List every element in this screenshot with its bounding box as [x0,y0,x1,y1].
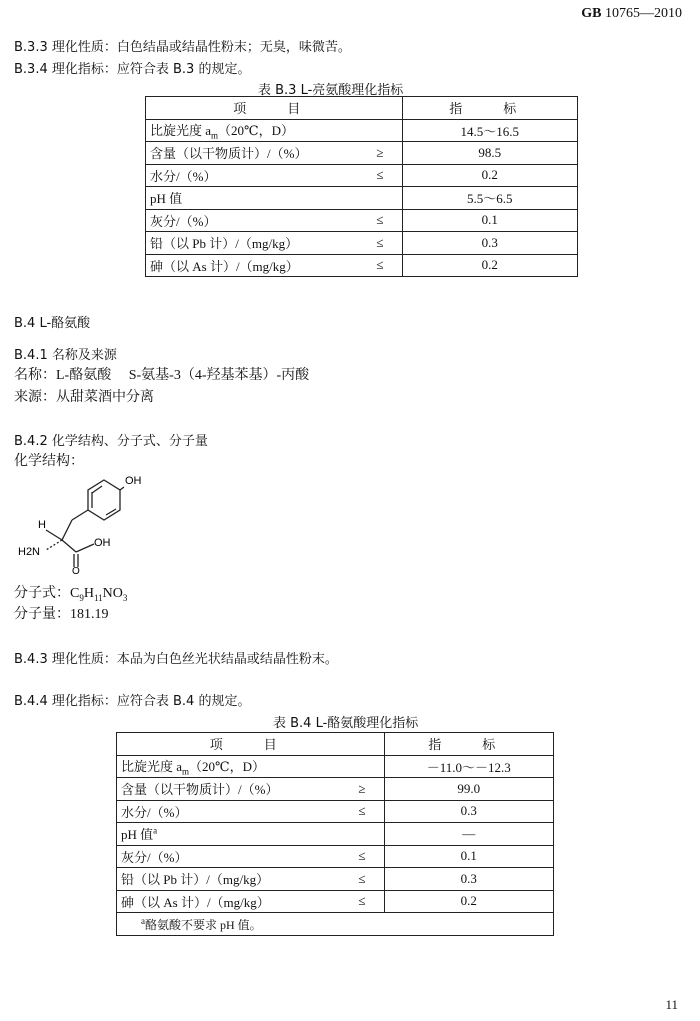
acid-oh-label: OH [94,537,111,549]
oh-top-label: OH [125,475,142,487]
table-row [117,823,554,846]
table-row [146,164,578,187]
table-header-row [117,733,554,756]
table-row [146,232,578,255]
row-name: pH 值 [146,187,357,210]
table-row [117,755,554,778]
table-footnote: $^a$酪氨酸不要求 pH 值。 [117,913,554,936]
row-name: 水分/（%） [146,164,357,187]
standard-prefix: GB [581,6,602,21]
carbonyl-o-label: O [72,566,80,574]
source-line: 来源：从甜菜酒中分离 [14,390,154,405]
row-value: 0.2 [384,890,554,913]
row-value: 0.3 [402,232,577,255]
row-value: 0.2 [402,164,577,187]
table-row [146,119,578,142]
tyrosine-structure-diagram [14,470,144,574]
row-value: 14.5～16.5 [402,119,577,142]
benzene-ring [88,480,120,520]
row-name: 灰分/（%） [117,845,333,868]
row-value: 0.1 [402,209,577,232]
row-name: 比旋光度 $a_m(20℃$，D） [146,119,357,142]
row-operator: ≤ [356,254,402,277]
row-name: 含量（以干物质计）/（%） [117,778,333,801]
row-operator: ≤ [356,209,402,232]
row-value: 5.5～6.5 [402,187,577,210]
row-name: 比旋光度 $a_m(20℃$，D） [117,755,333,778]
table-header-row [146,97,578,120]
section-b41: B.4.1 名称及来源 [14,348,117,363]
section-b44: B.4.4 理化指标：应符合表 B.4 的规定。 [14,694,251,709]
table-row [117,845,554,868]
row-value: 98.5 [402,142,577,165]
row-name: 灰分/（%） [146,209,357,232]
table-row [117,800,554,823]
standard-number: 10765—2010 [605,6,682,21]
row-value: 0.1 [384,845,554,868]
row-operator: ≤ [332,868,384,891]
row-operator [356,187,402,210]
row-operator: ≤ [332,800,384,823]
table-row [146,254,578,277]
table-b4 [116,732,554,936]
table-b3 [145,96,578,277]
row-operator: ≤ [332,845,384,868]
row-operator: ≤ [356,164,402,187]
row-value: 0.2 [402,254,577,277]
column-header-item: 项 目 [117,733,385,756]
table-row [117,778,554,801]
name-line: 名称：L-酪氨酸 S-氨基-3（4-羟基苯基）-丙酸 [14,368,310,383]
structure-label: 化学结构： [14,454,84,469]
nh2-label: H2N [18,546,41,558]
table-b3-caption: 表 B.3 L-亮氨酸理化指标 [258,83,404,98]
row-operator: ≤ [356,232,402,255]
row-operator: ≤ [332,890,384,913]
section-b34: B.3.4 理化指标：应符合表 B.3 的规定。 [14,62,251,77]
row-name: 水分/（%） [117,800,333,823]
molecular-weight-line: 分子量：181.19 [14,607,109,622]
column-header-item: 项 目 [146,97,403,120]
row-name: pH 值$^a$ [117,823,333,846]
column-header-value: 指 标 [384,733,554,756]
row-operator: ≥ [356,142,402,165]
section-b33: B.3.3 理化性质：白色结晶或结晶性粉末；无臭，味微苦。 [14,40,351,55]
table-row [117,890,554,913]
row-value: — [384,823,554,846]
table-b4-caption: 表 B.4 L-酪氨酸理化指标 [273,716,419,731]
row-name: 砷（以 As 计）/（mg/kg） [146,254,357,277]
table-row [146,187,578,210]
section-b42: B.4.2 化学结构、分子式、分子量 [14,434,208,449]
table-row [117,868,554,891]
section-b43: B.4.3 理化性质：本品为白色丝光状结晶或结晶性粉末。 [14,652,338,667]
table-note-row [117,913,554,936]
row-value: 0.3 [384,800,554,823]
row-operator [332,755,384,778]
row-operator: ≥ [332,778,384,801]
page-number: 11 [665,997,678,1012]
row-value: 99.0 [384,778,554,801]
row-value: 0.3 [384,868,554,891]
row-value: －11.0～－12.3 [384,755,554,778]
formula-line: 分子式：$C_9H_{11}NO_3$ [14,586,128,603]
row-name: 铅（以 Pb 计）/（mg/kg） [117,868,333,891]
table-row [146,209,578,232]
row-name: 含量（以干物质计）/（%） [146,142,357,165]
row-name: 铅（以 Pb 计）/（mg/kg） [146,232,357,255]
row-operator [356,119,402,142]
table-row [146,142,578,165]
row-operator [332,823,384,846]
column-header-value: 指 标 [402,97,577,120]
row-name: 砷（以 As 计）/（mg/kg） [117,890,333,913]
standard-header [581,6,682,22]
section-b4-heading: B.4 L-酪氨酸 [14,316,91,331]
h-label: H [38,519,46,531]
